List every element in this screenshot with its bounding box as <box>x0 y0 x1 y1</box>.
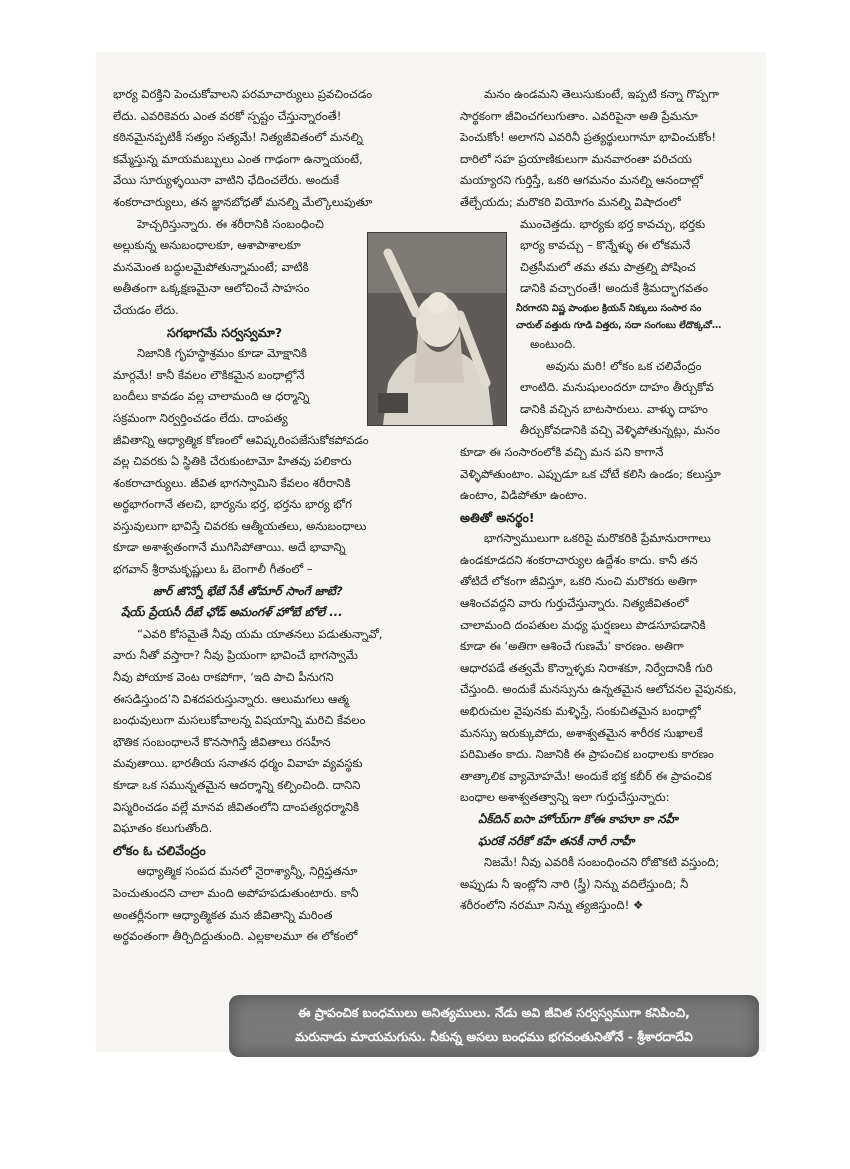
para-line: డానికి వచ్చిన బాటసారులు. వాళ్ళు దాహం <box>520 401 708 416</box>
para-line: భాగస్వాములుగా ఒకరిపై మరొకరికి ప్రేమానురాగాలు <box>484 531 711 546</box>
para-line: చిత్రసీమలో తమ తమ పాత్రల్ని పోషించ <box>520 259 696 274</box>
para-line: భార్య విరక్తిని పెంచుకోవాలని పరమాచార్యులు ప్రవచించడం <box>113 87 373 101</box>
right-column <box>460 84 758 917</box>
para-line: అల్లుకున్న అనుబంధాలకూ, ఆశాపాశాలకూ <box>113 238 301 253</box>
para-line: అంతర్లీనంగా ఆధ్యాత్మికత మన జీవితాన్ని మరింత <box>113 907 333 922</box>
para-line: అప్పుడు నీ ఇంట్లోని నారి (స్త్రీ) నిన్ను వదిలేస్తుంది; నీ <box>460 876 689 891</box>
para-line: కమ్మేస్తున్న మాయమబ్బులు ఎంత గాఢంగా ఉన్నాయంటే, <box>113 151 363 166</box>
para-line: జీవితాన్ని ఆధ్యాత్మిక కోణంలో ఆవిష్కరింపజేసుకోకపోవడం <box>113 432 369 447</box>
quote-box <box>229 995 759 1057</box>
para-line: పెంచుకోం! అలాగని ఎవరినీ ప్రత్యర్థులుగానూ భావించుకోం! <box>460 130 717 145</box>
section-heading: సగభాగమే సర్వస్వమా? <box>167 324 283 340</box>
para-line: వల్ల చివరకు ఏ స్థితికి చేరుకుంటామో హితవు పలికారు <box>113 454 352 469</box>
para-line: వస్తువులుగా భావిస్తే చివరకు ఆత్మీయతలు, అనుబంధాలు <box>113 518 367 533</box>
para-line: మనం ఉండమని తెలుసుకుంటే, ఇప్పటి కన్నా గొప్పగా <box>484 87 719 101</box>
para-line: ఉండకూడదని శంకరాచార్యుల ఉద్దేశం కాదు. కానీ తన <box>460 552 698 567</box>
para-line: బంధువులుగా మసలుకోవాలన్న విషయాన్ని మరిచి కేవలం <box>113 713 366 728</box>
para-line: వారు నీతో వస్తారా? నీవు ప్రియంగా భావించే భాగస్వామే <box>113 648 358 663</box>
para-line: అభిరుచుల వైపునకు మళ్ళిస్తే, సంకుచితమైన బంధాల్లో <box>460 704 701 719</box>
para-line: చేయడం లేదు. <box>113 302 179 317</box>
para-line: తీర్చుకోవడానికి వచ్చి వెళ్ళిపోతున్నట్లు, మనం <box>520 423 720 438</box>
para-line: కఠినమైనప్పటికీ సత్యం సత్యమే! నిత్యజీవితంలో మనల్ని <box>113 130 363 145</box>
para-line: అవును మరి! లోకం ఒక చలివేంద్రం <box>546 358 702 373</box>
para-line: నిజమే! నీవు ఎవరికీ సంబంధించని రోజొకటి వస్తుంది; <box>484 855 720 870</box>
para-line: వెళ్ళిపోతుంటాం. ఎప్పుడూ ఒక చోటే కలిసి ఉండం; కలుస్తూ <box>460 466 721 481</box>
para-line: లాంటిది. మనుషులందరూ దాహం తీర్చుకోవ <box>520 380 714 395</box>
para-line: కూడా ఈ సంసారంలోకి వచ్చి మన పని కాగానే <box>460 444 664 459</box>
para-line: చేస్తుంది. అందుకే మనస్సును ఉన్నతమైన ఆలోచనల వైపునకు, <box>460 682 737 697</box>
para-line: సార్థకంగా జీవించగలుగుతాం. ఎవరిపైనా అతి ప్రేమనూ <box>460 108 698 123</box>
verse-line: ఏక్‌దిన్ ఐసా హోయ్‌గా కోఈ కాహూ కా నహీ <box>478 812 678 826</box>
para-line: శరీరంలోని నరమూ నిన్ను త్యజిస్తుంది! ❖ <box>460 898 644 913</box>
para-line: తాత్కాలిక వ్యామోహమే! అందుకే భక్త కబీర్ ఈ ప్రాపంచిక <box>460 768 712 783</box>
para-line: మనమెంత బద్ధులమైపోతున్నామంటే; వాటికి <box>113 259 309 274</box>
para-line: విఘాతం కలుగుతోంది. <box>113 821 213 836</box>
para-line: ఈసడిస్తుంద’ని విశదపరుస్తున్నారు. ఆలుమగలు ఆత్మ <box>113 691 349 706</box>
para-line: భార్య కావచ్చు – కొన్నేళ్ళు ఈ లోకమనే <box>520 238 691 253</box>
para-line: భగవాన్ శ్రీరామకృష్ణులు ఓ బెంగాలీ గీతంలో – <box>113 562 313 577</box>
poem-note-line: నీరగారని విష్ణ పాంథుల క్రియన్ నిక్కులు సంసార సం <box>516 302 702 314</box>
para-line: మయ్యారని గుర్తిస్తే, ఒకరి ఆగమనం మనల్ని ఆనందాల్లో <box>460 173 703 188</box>
para-line: తోటిదే లోకంగా జీవిస్తూ, ఒకరి నుంచి మరొకరు అతిగా <box>460 574 697 589</box>
para-line: దారిలో సహ ప్రయాణికులుగా మనవారంతా పరిచయ <box>460 151 692 166</box>
para-line: కూడా ఈ ‘అతిగా ఆశించే గుణమే’ కారణం. అతిగా <box>460 639 684 654</box>
left-column <box>113 84 447 948</box>
section-heading: అతితో అనర్థం! <box>460 509 535 525</box>
para-line: కూడా ఒక సమున్నతమైన ఆదర్శాన్ని కల్పించింది. దానిని <box>113 778 361 792</box>
para-line: అతీతంగా ఒక్కక్షణమైనా ఆలోచించే సాహసం <box>113 281 310 296</box>
para-line: హెచ్చరిస్తున్నారు. ఈ శరీరానికి సంబంధించి <box>137 216 324 231</box>
para-line: పరిమితం కాదు. నిజానికి ఈ ప్రాపంచిక బంధాలకు కారణం <box>460 747 714 762</box>
para-line: తేల్చేయదు; మరొకరి వియోగం మనల్ని విషాదంలో <box>460 194 681 209</box>
para-line: “ఎవరి కోసమైతే నీవు యమ యాతనలు పడుతున్నావో, <box>137 626 383 641</box>
para-line: బంధాల అశాశ్వతత్వాన్ని ఇలా గుర్తుచేస్తున్నారు: <box>460 790 670 805</box>
para-line: ఆశించవద్దని వారు గుర్తుచేస్తున్నారు. నిత్యజీవితంలో <box>460 596 689 611</box>
para-line: అర్థవంతంగా తీర్చిదిద్దుతుంది. ఎల్లకాలమూ ఈ లోకంలో <box>113 929 358 944</box>
para-line: సక్రమంగా నిర్వర్తించడం లేదు. దాంపత్య <box>113 410 288 425</box>
verse-line: ఘరకే నరీకో కహే తనకీ నారీ నాహీ <box>478 833 635 848</box>
para-line: ఆధ్యాత్మిక సంపద మనలో నైరాశ్యాన్నీ, నిర్లిప్తతనూ <box>137 864 358 879</box>
para-line: లేదు. ఎవరికెవరు ఎంత వరకో స్పష్టం చేస్తున్నారంతే! <box>113 108 342 123</box>
para-line: పెంచుతుందని చాలా మంది అపోహపడుతుంటారు. కానీ <box>113 885 359 900</box>
para-line: నిజానికి గృహస్థాశ్రమం కూడా మోక్షానికి <box>137 346 307 361</box>
para-line: డానికి వచ్చారంతే! అందుకే శ్రీమద్భాగవతం <box>520 281 709 296</box>
para-line: ఆధారపడే తత్వమే కొన్నాళ్ళకు నిరాశకూ, నిర్వేదానికీ గురి <box>460 660 713 675</box>
para-line: శంకరాచార్యులు, తన జ్ఞానబోధతో మనల్ని మేల్కొలుపుతూ <box>113 194 373 209</box>
para-line: నీవు పోయాక వెంట రాకపోగా, ‘ఇది పాచి పీనుగని <box>113 670 334 685</box>
para-line: శంకరాచార్యులు. జీవిత భాగస్వామిని కేవలం శరీరానికి <box>113 475 351 490</box>
quote-line: ఈ ప్రాపంచిక బంధములు అనిత్యములు. నేడు అవి జీవిత సర్వస్వముగా కనిపించి, <box>298 1005 690 1020</box>
para-line: బందీలు కావడం వల్ల చాలామంది ఆ ధర్మాన్ని <box>113 389 310 404</box>
para-line: వేయి సూర్యుళ్ళయినా వాటిని ఛేదించలేరు. అందుకే <box>113 173 340 188</box>
para-line: కూడా అశాశ్వతంగానే ముగిసిపోతాయి. అదే భావాన్ని <box>113 540 346 555</box>
section-heading: లోకం ఓ చలివేంద్రం <box>113 842 206 858</box>
quote-line: మరునాడు మాయమగును. నీకున్న అసలు బంధము భగవంతునితోనే - శ్రీశారదాదేవి <box>295 1029 693 1044</box>
para-line: మవుతాయి. భారతీయ సనాతన ధర్మం వివాహ వ్యవస్థకు <box>113 756 363 771</box>
para-line: ఉంటాం, విడిపోతూ ఉంటాం. <box>460 488 588 503</box>
poem-note-line: చారుల్ వత్తురు గూడి విత్తరు, సదా సంగంబు లేదొక్కచో… <box>516 319 722 331</box>
para-line: చాలామంది దంపతుల మధ్య ఘర్షణలు పొడసూపడానికి <box>460 617 706 632</box>
verse-line: జార్ జొన్నో భేబే సేకీ తోమార్ సాంగే జాబే? <box>153 583 343 598</box>
para-line: భౌతిక సంబంధాలనే కొనసాగిస్తే జీవితాలు రసహీన <box>113 734 331 749</box>
para-line: అర్థభాగంగానే తలచి, భార్యను భర్త, భర్తను భార్య భోగ <box>113 497 352 512</box>
para-line: మార్గమే! కానీ కేవలం లౌకికమైన బంధాల్లోనే <box>113 367 305 382</box>
para-line: ముంచెత్తదు. భార్యకు భర్త కావచ్చు, భర్తకు <box>520 216 706 231</box>
para-line: అంటుంది. <box>530 336 576 351</box>
para-line: మనస్సు ఇరుక్కుపోదు, అశాశ్వతమైన శారీరక సుఖాలకే <box>460 725 703 740</box>
verse-line: షేయ్ ప్రేయసీ దీబే ఛోడ్ అమంగళ్ హోబే బోలే ... <box>121 605 343 620</box>
para-line: విస్మరించడం వల్లే మానవ జీవితంలోని దాంపత్యధర్మానికి <box>113 799 360 814</box>
